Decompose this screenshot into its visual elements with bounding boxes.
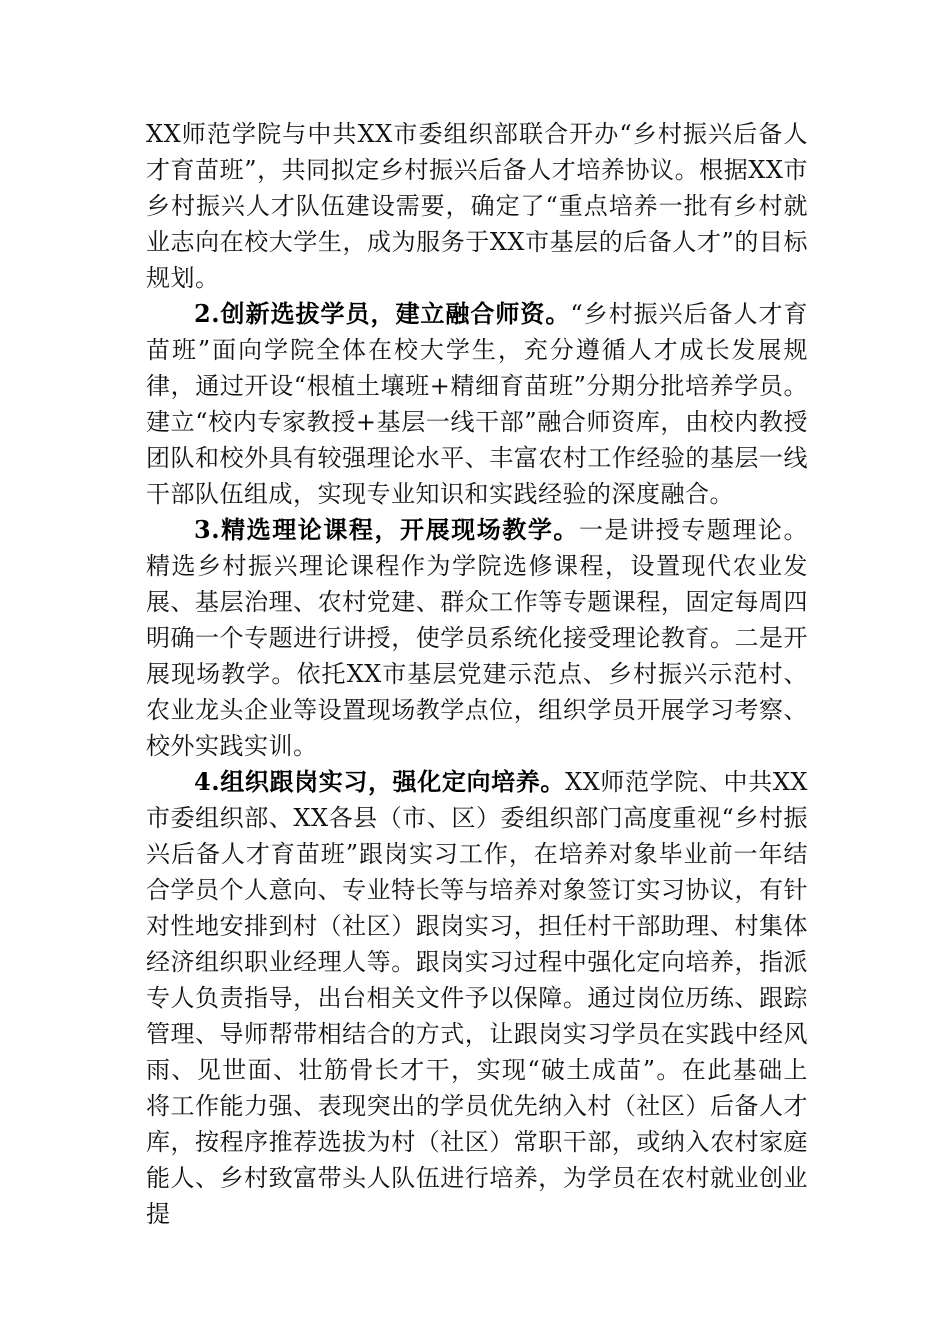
paragraph-4 (146, 764, 808, 1232)
paragraph-1 (146, 116, 808, 296)
paragraph-3-body: 一是讲授专题理论。精选乡村振兴理论课程作为学院选修课程，设置现代农业发展、基层治理、农村党建、群众工作等专题课程，固定每周四明确一个专题进行讲授，使学员系统化接受理论教育。二是开展现场教学。依托XX市基层党建示范点、乡村振兴示范村、农业龙头企业等设置现场教学点位，组织学员开展学习考察、校外实践实训。 (146, 516, 808, 760)
document-body (146, 116, 808, 1232)
paragraph-4-heading: 4.组织跟岗实习，强化定向培养。 (194, 767, 566, 796)
paragraph-3 (146, 512, 808, 764)
paragraph-2-heading: 2.创新选拔学员，建立融合师资。 (194, 299, 571, 328)
paragraph-1-body: XX师范学院与中共XX市委组织部联合开办“乡村振兴后备人才育苗班”，共同拟定乡村振兴后备人才培养协议。根据XX市乡村振兴人才队伍建设需要，确定了“重点培养一批有乡村就业志向在校大学生，成为服务于XX市基层的后备人才”的目标规划。 (146, 120, 808, 292)
paragraph-2 (146, 296, 808, 512)
paragraph-3-heading: 3.精选理论课程，开展现场教学。 (194, 515, 579, 544)
paragraph-2-body: “乡村振兴后备人才育苗班”面向学院全体在校大学生，充分遵循人才成长发展规律，通过开设“根植土壤班+精细育苗班”分期分批培养学员。建立“校内专家教授+基层一线干部”融合师资库，由校内教授团队和校外具有较强理论水平、丰富农村工作经验的基层一线干部队伍组成，实现专业知识和实践经验的深度融合。 (146, 300, 808, 508)
paragraph-4-body: XX师范学院、中共XX市委组织部、XX各县（市、区）委组织部门高度重视“乡村振兴后备人才育苗班”跟岗实习工作，在培养对象毕业前一年结合学员个人意向、专业特长等与培养对象签订实习协议，有针对性地安排到村（社区）跟岗实习，担任村干部助理、村集体经济组织职业经理人等。跟岗实习过程中强化定向培养，指派专人负责指导，出台相关文件予以保障。通过岗位历练、跟踪管理、导师帮带相结合的方式，让跟岗实习学员在实践中经风雨、见世面、壮筋骨长才干，实现“破土成苗”。在此基础上将工作能力强、表现突出的学员优先纳入村（社区）后备人才库，按程序推荐选拔为村（社区）常职干部，或纳入农村家庭能人、乡村致富带头人队伍进行培养，为学员在农村就业创业提 (146, 768, 808, 1228)
